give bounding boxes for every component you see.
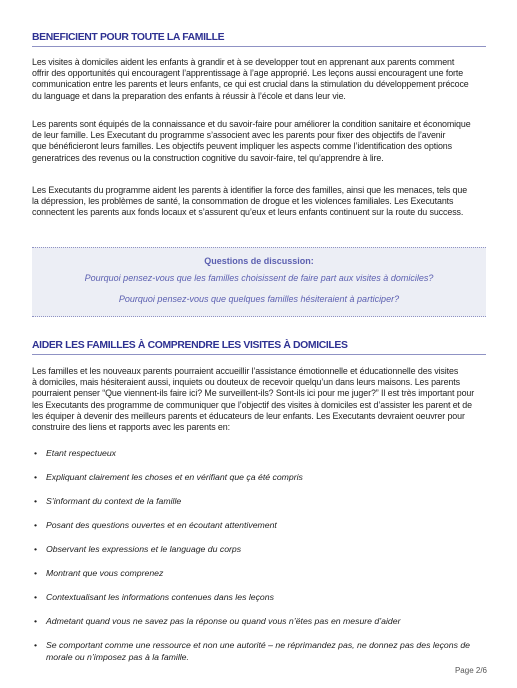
paragraph-line: que bénéficieront leurs familles. Les objectifs peuvent impliquer les aspects comme l’identification des options	[32, 141, 452, 152]
discussion-questions-box	[32, 247, 486, 317]
section-heading-aider: AIDER LES FAMILLES À COMPRENDRE LES VISITES À DOMICILES	[32, 340, 486, 355]
list-item-text: Se comportant comme une ressource et non une autorité – ne réprimandez pas, ne donnez pas des leçons de	[46, 640, 471, 650]
paragraph-line: connectent les parents aux fonds locaux et s’assurent qu’eux et leurs enfants continuent sur la route du success.	[32, 207, 464, 218]
paragraph-line: pourraient penser “Que viennent-ils faire ici? Me surveillent-ils? Sont-ils ici pour me juger?” Il est très important pour	[32, 388, 475, 399]
discussion-question: Pourquoi pensez-vous que les familles choisissent de faire part aux visites à domiciles?	[84, 273, 434, 283]
paragraph-line: generatrices des revenus ou la construction cognitive du savoir-faire, tel qu’apprendre à lire.	[32, 152, 384, 163]
paragraph-line: les équiper à devenir des meilleurs parents et éducateurs de leur enfants. Les Executants devraient oeuvrer pour	[32, 410, 465, 421]
paragraph-line: la dépression, les problèmes de santé, la consommation de drogue et les violences familiales. Les Executants	[32, 196, 454, 207]
paragraph-line: Les parents sont équipés de la connaissance et du savoir-faire pour améliorer la condition sanitaire et économique	[32, 119, 471, 129]
list-item-text: Admetant quand vous ne savez pas la réponse ou quand vous n’ëtes pas en mesure d’aider	[46, 616, 401, 626]
bullet-icon: •	[34, 616, 38, 626]
paragraph-2	[32, 119, 494, 164]
bullet-icon: •	[34, 544, 38, 554]
list-item-text: Expliquant clairement les choses et en vérifiant que ça été compris	[46, 472, 303, 482]
bullet-icon: •	[34, 640, 38, 650]
paragraph-line: offrir des opportunités qui encouragent l’apprentissage à l’age approprié. Les leçons aussi encouragent une forte	[32, 68, 464, 79]
paragraph-1	[32, 57, 494, 102]
discussion-question: Pourquoi pensez-vous que quelques familles hésiteraient à participer?	[118, 294, 400, 304]
list-item-text: Posant des questions ouvertes et en écoutant attentivement	[46, 520, 277, 530]
page-number: Page 2/6	[454, 666, 487, 675]
bullet-icon: •	[34, 448, 38, 458]
paragraph-line: communication entre les parents et leurs enfants, ce qui est crucial dans la stimulation du développement précoce	[32, 79, 469, 90]
list-item-text: Montrant que vous comprenez	[46, 568, 164, 578]
paragraph-line: Les familles et les nouveaux parents pourraient accueillir l’assistance émotionnelle et éducationnelle des visites	[32, 366, 459, 376]
list-item-text: S’informant du context de la famille	[46, 496, 182, 506]
paragraph-line: du language et dans la preparation des enfants à réussir à l’école et dans leur vie.	[32, 90, 346, 101]
paragraph-3	[32, 185, 494, 219]
section-heading-beneficient: BENEFICIENT POUR TOUTE LA FAMILLE	[32, 32, 486, 47]
bullet-icon: •	[34, 496, 38, 506]
list-item-text: morale ou n’imposez pas à la famille.	[46, 651, 189, 662]
paragraph-aider	[32, 366, 494, 433]
paragraph-line: Les visites à domiciles aident les enfants à grandir et à se developper tout en apprenant aux parents comment	[32, 57, 455, 67]
bullet-icon: •	[34, 568, 38, 578]
paragraph-line: à domiciles, mais hésiteraient aussi, inquiets ou douteux de recevoir quelqu’un dans leurs maisons. Les parents	[32, 377, 460, 388]
discussion-title: Questions de discussion:	[204, 256, 314, 266]
paragraph-line: Les Executants du programme aident les parents à identifier la force des familles, ainsi que les menaces, tels que	[32, 185, 468, 195]
list-item-text: Etant respectueux	[46, 448, 117, 458]
list-item-text: Contextualisant les informations contenues dans les leçons	[46, 592, 274, 602]
paragraph-line: construire des liens et rapports avec les parents en:	[32, 422, 230, 433]
bullet-icon: •	[34, 592, 38, 602]
list-item-text: Observant les expressions et le language du corps	[46, 544, 242, 554]
paragraph-line: de leur famille. Les Executant du programme s’associent avec les parents pour fixer des objectifs de l’avenir	[32, 130, 446, 141]
paragraph-line: les Executants des programme de communiquer que l’objectif des visites à domiciles est d’assister les parent et de	[32, 399, 472, 410]
bullet-icon: •	[34, 520, 38, 530]
bullet-icon: •	[34, 472, 38, 482]
